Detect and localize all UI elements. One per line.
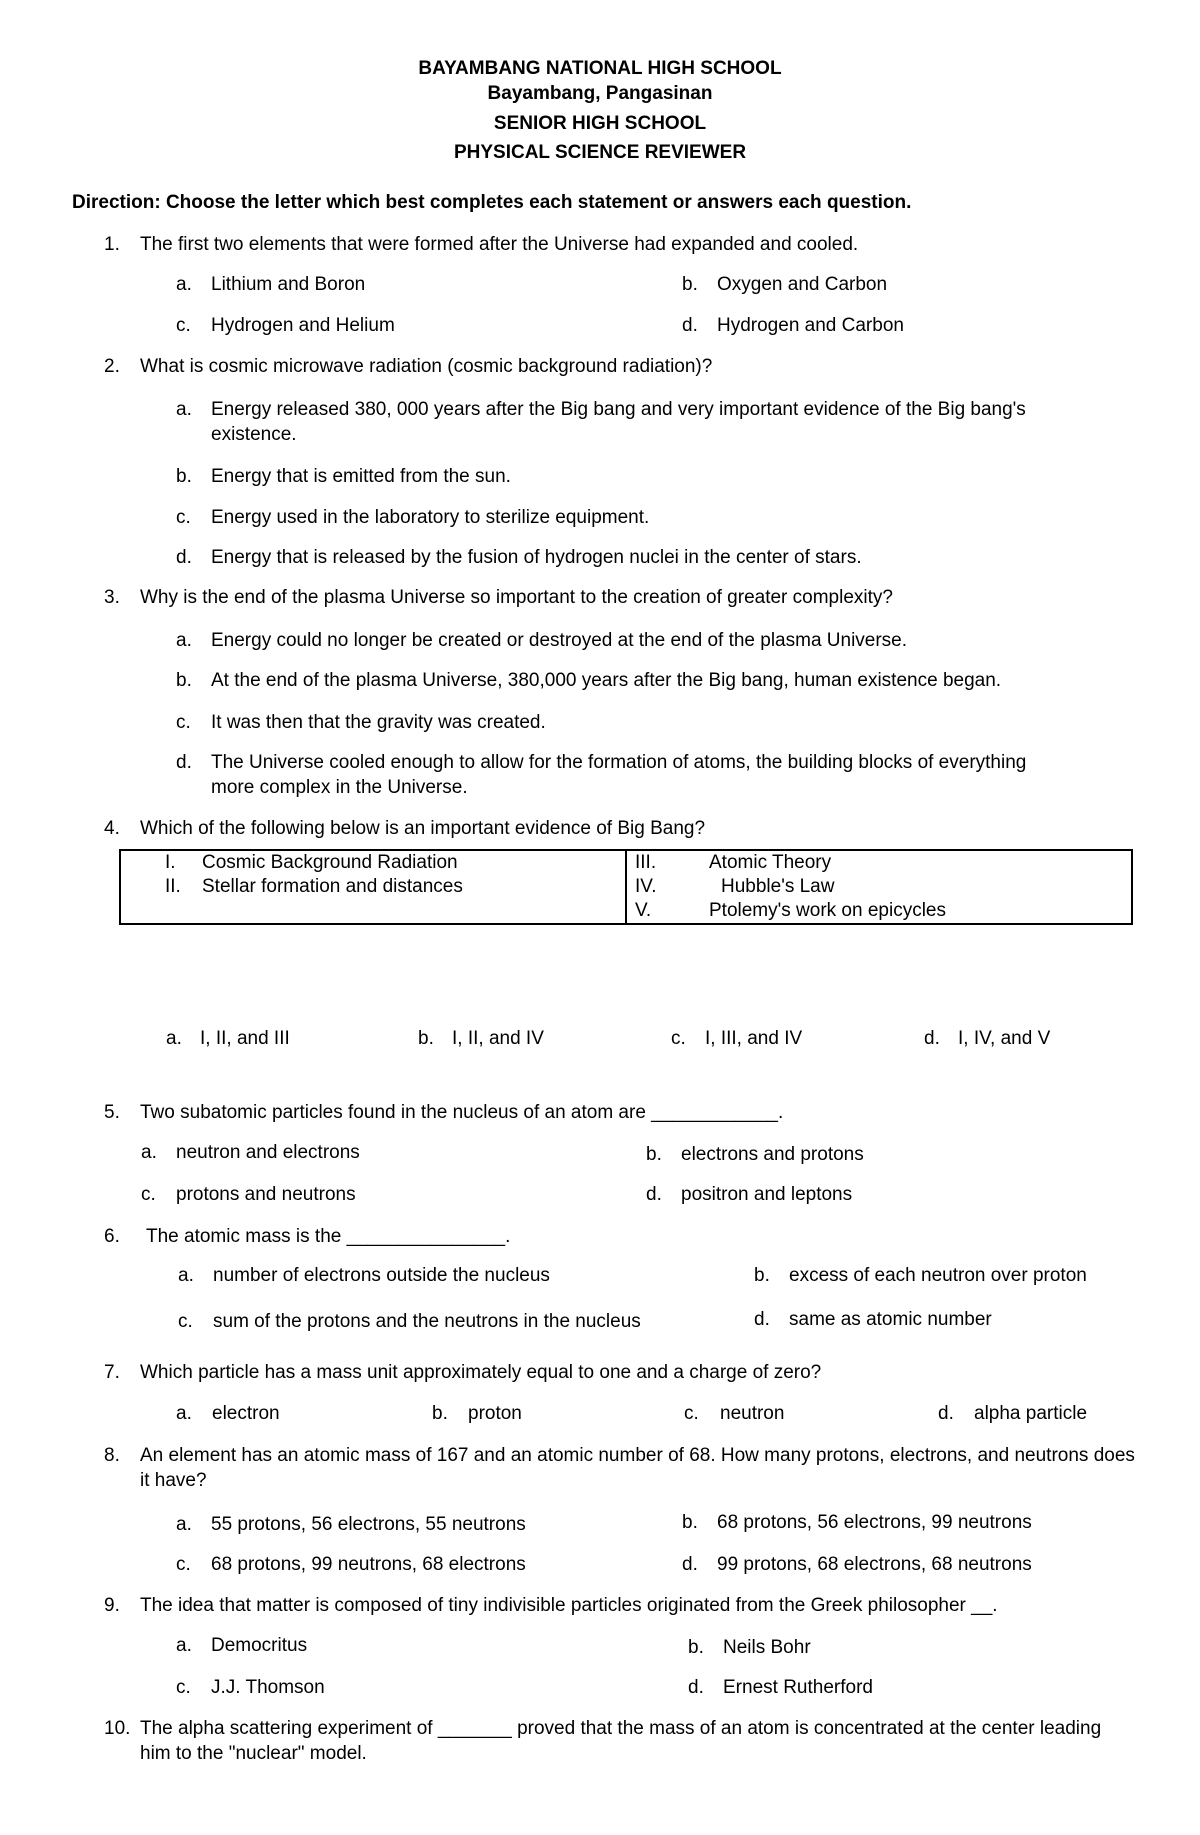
evidence-table [119,849,1133,925]
question-number: 9. [104,1595,120,1616]
school-location: Bayambang, Pangasinan [487,83,713,104]
question-number: 5. [104,1102,120,1123]
question-text: An element has an atomic mass of 167 and an atomic number of 68. How many protons, electrons, and neutrons does it have? [140,1445,1135,1491]
question-text: Two subatomic particles found in the nucleus of an atom are ____________. [140,1102,784,1123]
question-text: The first two elements that were formed after the Universe had expanded and cooled. [140,234,859,255]
evidence-item: IV. Hubble's Law [635,876,835,897]
direction-text: Direction: Choose the letter which best completes each statement or answers each question. [72,192,912,213]
question-number: 8. [104,1445,120,1466]
question-text: The alpha scattering experiment of _______ proved that the mass of an atom is concentrated at the center leading him to the "nuclear" model. [140,1718,1102,1764]
question-text: The idea that matter is composed of tiny indivisible particles originated from the Greek philosopher __. [140,1595,998,1616]
question-text: The atomic mass is the _______________. [146,1226,511,1247]
evidence-item: I. Cosmic Background Radiation [165,852,458,873]
question-number: 10. [104,1718,131,1739]
evidence-item: V. Ptolemy's work on epicycles [635,900,946,921]
school-name: BAYAMBANG NATIONAL HIGH SCHOOL [418,58,782,79]
evidence-item: III. Atomic Theory [635,852,832,873]
division-name: SENIOR HIGH SCHOOL [493,113,707,134]
question-text: Which particle has a mass unit approximately equal to one and a charge of zero? [140,1362,822,1383]
question-text: Which of the following below is an important evidence of Big Bang? [140,818,706,839]
question-number: 2. [104,356,120,377]
question-number: 4. [104,818,120,839]
evidence-right-cell [626,850,1132,924]
worksheet-page: BAYAMBANG NATIONAL HIGH SCHOOL Bayambang, Pangasinan SENIOR HIGH SCHOOL PHYSICAL SCIENCE REVIEWER Direction: Choose the letter which best completes each statement or answers each question. 1. The first two elements that were formed after the Universe had expanded and cooled. a. Lithium and Boron b. Oxygen and Carbon c. Hydrogen and Helium d. Hydrogen and Carbon 2. What is cosmic microwave radiation (cosmic background radiation)? a. Energy released 380, 000 years after the Big bang and very important evidence of the Big bang's existence. b. Energy that is emitted from the sun. c. Energy used in the laboratory to sterilize equipment. d. Energy that is released by the fusion of hydrogen nuclei in the center of stars. 3. Why is the end of the plasma Universe so important to the creation of greater complexity? a. Energy could no longer be created or destroyed at the end of the plasma Universe. b. At the end of the plasma Universe, 380,000 years after the Big bang, human existence began. c. It was then that the gravity was created. d. The Universe cooled enough to allow for the formation of atoms, the building blocks of everything more complex in the Universe. 4. Which of the following below is an important evidence of Big Bang? I. Cosmic Background Radiation II. Stellar formation and distances III. Atomic Theory IV. Hubble's Law V. Ptolemy's work on epicycles a. I, II, and III b. I, II, and IV c. I, III, and IV d. I, IV, and V 5. Two subatomic particles found in the nucleus of an atom are ____________. a. neutron and electrons b. electrons and protons c. protons and neutrons d. positron and leptons 6. The atomic mass is the _______________. a. number of electrons outside the nucleus b. excess of each neutron over proton c. sum of the protons and the neutrons in the nucleus d. same as atomic number 7. Which particle has a mass unit approximately equal to one and a charge of zero? a. electron b. proton c. neutron d. alpha particle 8. An element has an atomic mass of 167 and an atomic number of 68. How many protons, electrons, and neutrons does it have? a. 55 protons, 56 electrons, 55 neutrons b. 68 protons, 56 electrons, 99 neutrons c. 68 protons, 99 neutrons, 68 electrons d. 99 protons, 68 electrons, 68 neutrons 9. The idea that matter is composed of tiny indivisible particles originated from the Greek philosopher __. a. Democritus b. Neils Bohr c. J.J. Thomson d. Ernest Rutherford 10. The alpha scattering experiment of _______ proved that the mass of an atom is concentrated at the center leading him to the "nuclear" model. [0,0,1200,1835]
question-number: 6. [104,1226,120,1247]
question-text: What is cosmic microwave radiation (cosmic background radiation)? [140,356,713,377]
question-number: 7. [104,1362,120,1383]
question-number: 1. [104,234,120,255]
question-number: 3. [104,587,120,608]
evidence-left-cell [120,850,626,924]
page-title: PHYSICAL SCIENCE REVIEWER [453,142,747,163]
question-text: Why is the end of the plasma Universe so important to the creation of greater complexity? [140,587,893,608]
evidence-item: II. Stellar formation and distances [165,876,463,897]
